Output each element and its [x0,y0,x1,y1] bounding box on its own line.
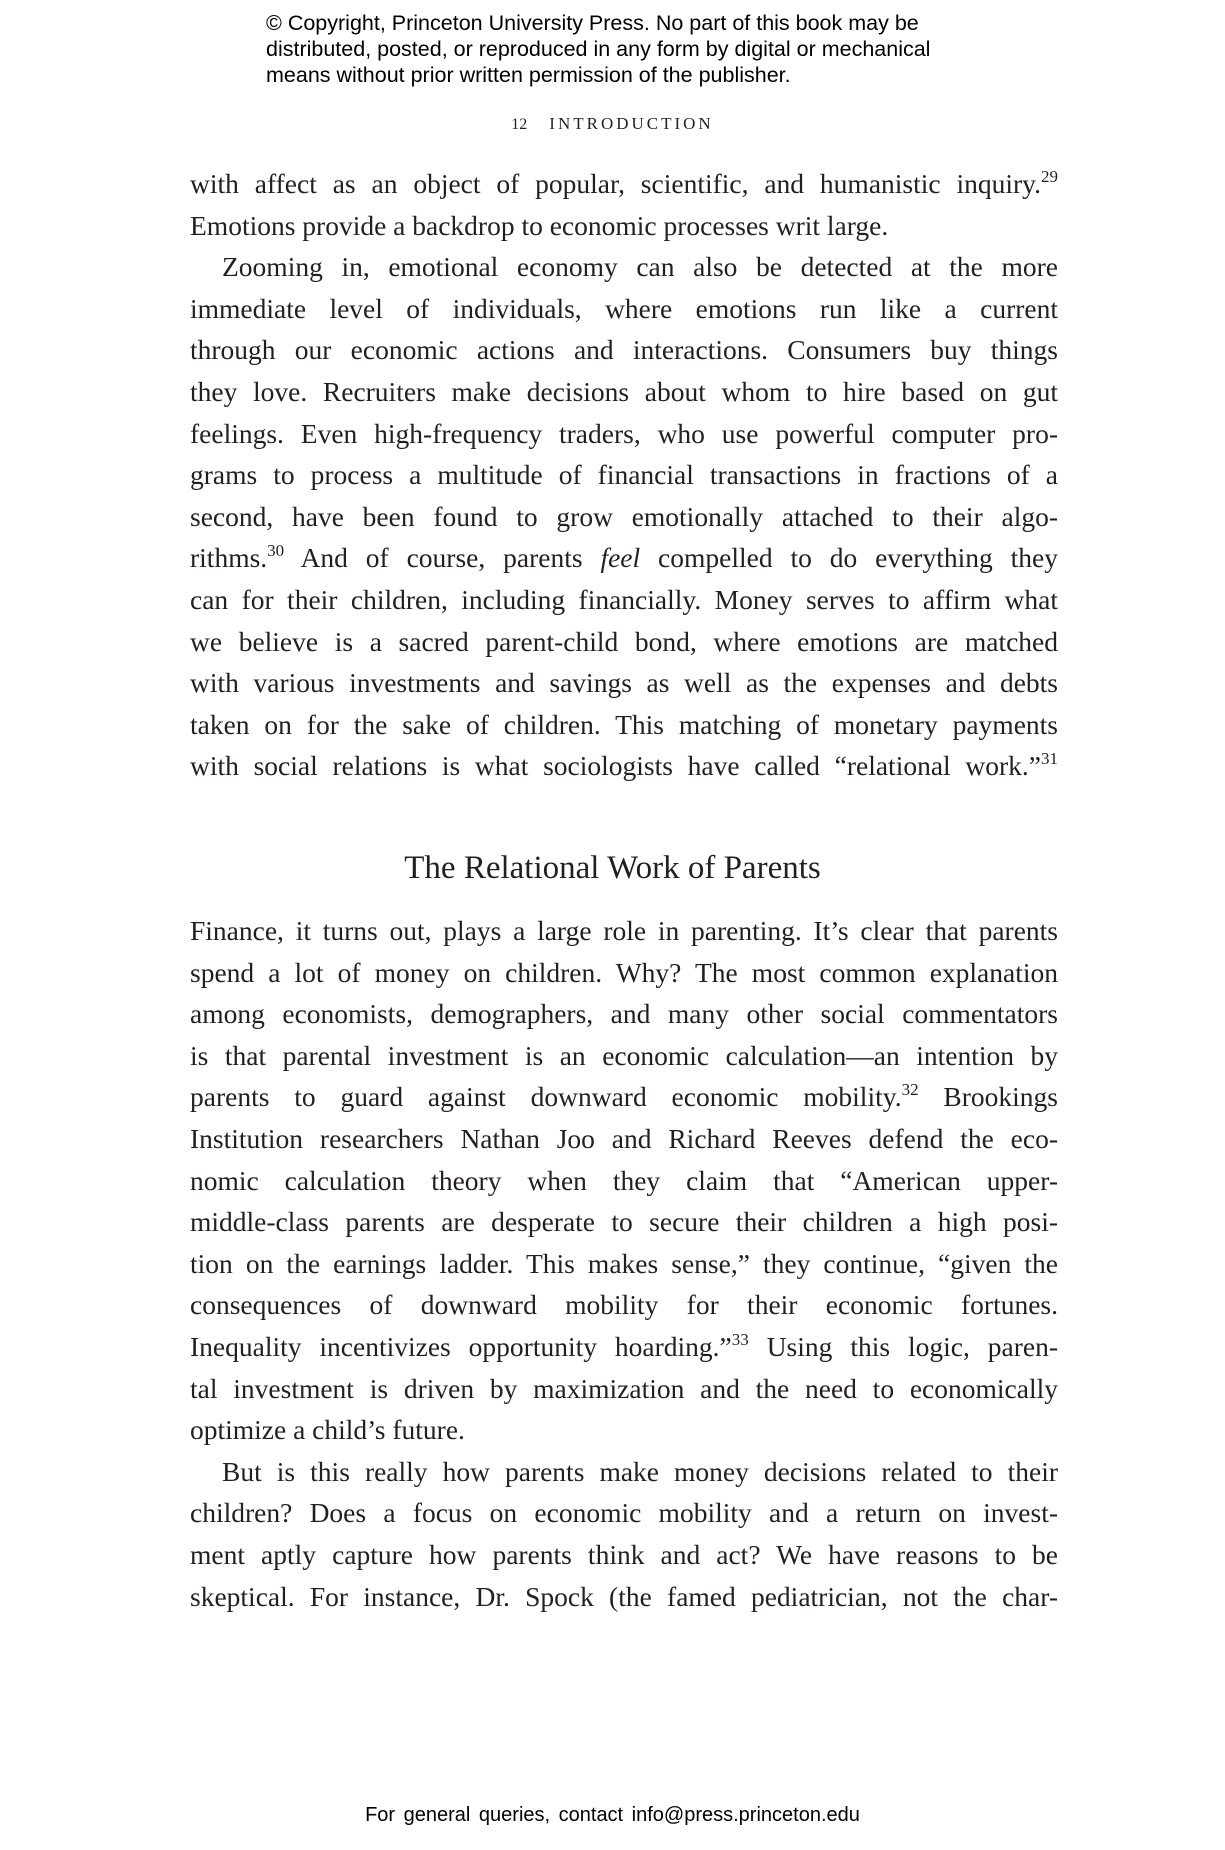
text-line: Institution researchers Nathan Joo and Richard Reeves defend the eco- [190,1122,1058,1154]
footnote-ref[interactable]: 32 [901,1080,919,1100]
chapter-title: INTRODUCTION [549,114,714,133]
text-line: tal investment is driven by maximization and the need to economically [190,1372,1058,1404]
copyright-line: means without prior written permission of the publisher. [266,63,791,87]
footer-contact: For general queries, contact info@press.princeton.edu [365,1804,860,1826]
text-line: skeptical. For instance, Dr. Spock (the famed pediatrician, not the char- [190,1580,1058,1612]
footnote-ref[interactable]: 33 [731,1329,749,1349]
copyright-notice [266,10,986,88]
footnote-ref[interactable]: 31 [1041,749,1058,769]
text-line: is that parental investment is an economic calculation—an intention by [190,1039,1058,1071]
text-line: ment aptly capture how parents think and act? We have reasons to be [190,1538,1058,1570]
text-line: with affect as an object of popular, scientific, and humanistic inquiry.$^{29}$ [190,167,1058,199]
section-heading: The Relational Work of Parents [404,850,821,886]
footnote-ref[interactable]: 29 [1041,167,1058,186]
text-line: parents to guard against downward economic mobility.$^{32}$ Brookings [190,1080,1059,1113]
text-line: they love. Recruiters make decisions about whom to hire based on gut [190,375,1058,407]
footnote-ref[interactable]: 30 [267,541,285,561]
text-line: through our economic actions and interactions. Consumers buy things [190,334,1058,366]
text-line: optimize a child’s future. [190,1414,465,1446]
text-line: Inequality incentivizes opportunity hoarding.”$^{33}$ Using this logic, paren- [190,1329,1058,1362]
text-line: immediate level of individuals, where emotions run like a current [190,292,1058,324]
text-line: can for their children, including financially. Money serves to affirm what [190,583,1058,615]
text-line: spend a lot of money on children. Why? The most common explanation [190,956,1058,988]
text-line: consequences of downward mobility for their economic fortunes. [190,1289,1058,1321]
text-line: grams to process a multitude of financial transactions in fractions of a [190,459,1058,491]
text-line: middle-class parents are desperate to secure their children a high posi- [190,1206,1058,1238]
text-line: rithms.$^{30}$ And of course, parents feel compelled to do everything they [190,541,1058,574]
running-head [0,114,1225,134]
text-line: among economists, demographers, and many other social commentators [190,998,1058,1030]
copyright-line: © Copyright, Princeton University Press. No part of this book may be [266,11,919,35]
paragraph-block-2 [190,910,1058,1617]
text-line: second, have been found to grow emotionally attached to their algo- [190,500,1058,532]
emphasis: feel [600,542,641,574]
text-line: tion on the earnings ladder. This makes sense,” they continue, “given the [190,1247,1058,1279]
copyright-line: distributed, posted, or reproduced in any form by digital or mechanical [266,37,931,61]
text-line: But is this really how parents make money decisions related to their [222,1455,1058,1487]
text-line: taken on for the sake of children. This matching of monetary payments [190,708,1058,740]
text-line: feelings. Even high-frequency traders, who use powerful computer pro- [190,417,1058,449]
text-line: Finance, it turns out, plays a large role in parenting. It’s clear that parents [190,915,1058,946]
text-line: Zooming in, emotional economy can also be detected at the more [222,251,1058,283]
paragraph-block-1 [190,163,1058,787]
page-number: 12 [511,116,528,133]
text-line: with various investments and savings as well as the expenses and debts [190,667,1058,699]
text-line: we believe is a sacred parent-child bond, where emotions are matched [190,625,1058,657]
text-line: nomic calculation theory when they claim that “American upper- [190,1164,1058,1196]
text-line: children? Does a focus on economic mobility and a return on invest- [190,1497,1058,1529]
text-line: with social relations is what sociologists have called “relational work.”$^{31}$ [190,749,1058,782]
text-line: Emotions provide a backdrop to economic processes writ large. [190,209,889,241]
